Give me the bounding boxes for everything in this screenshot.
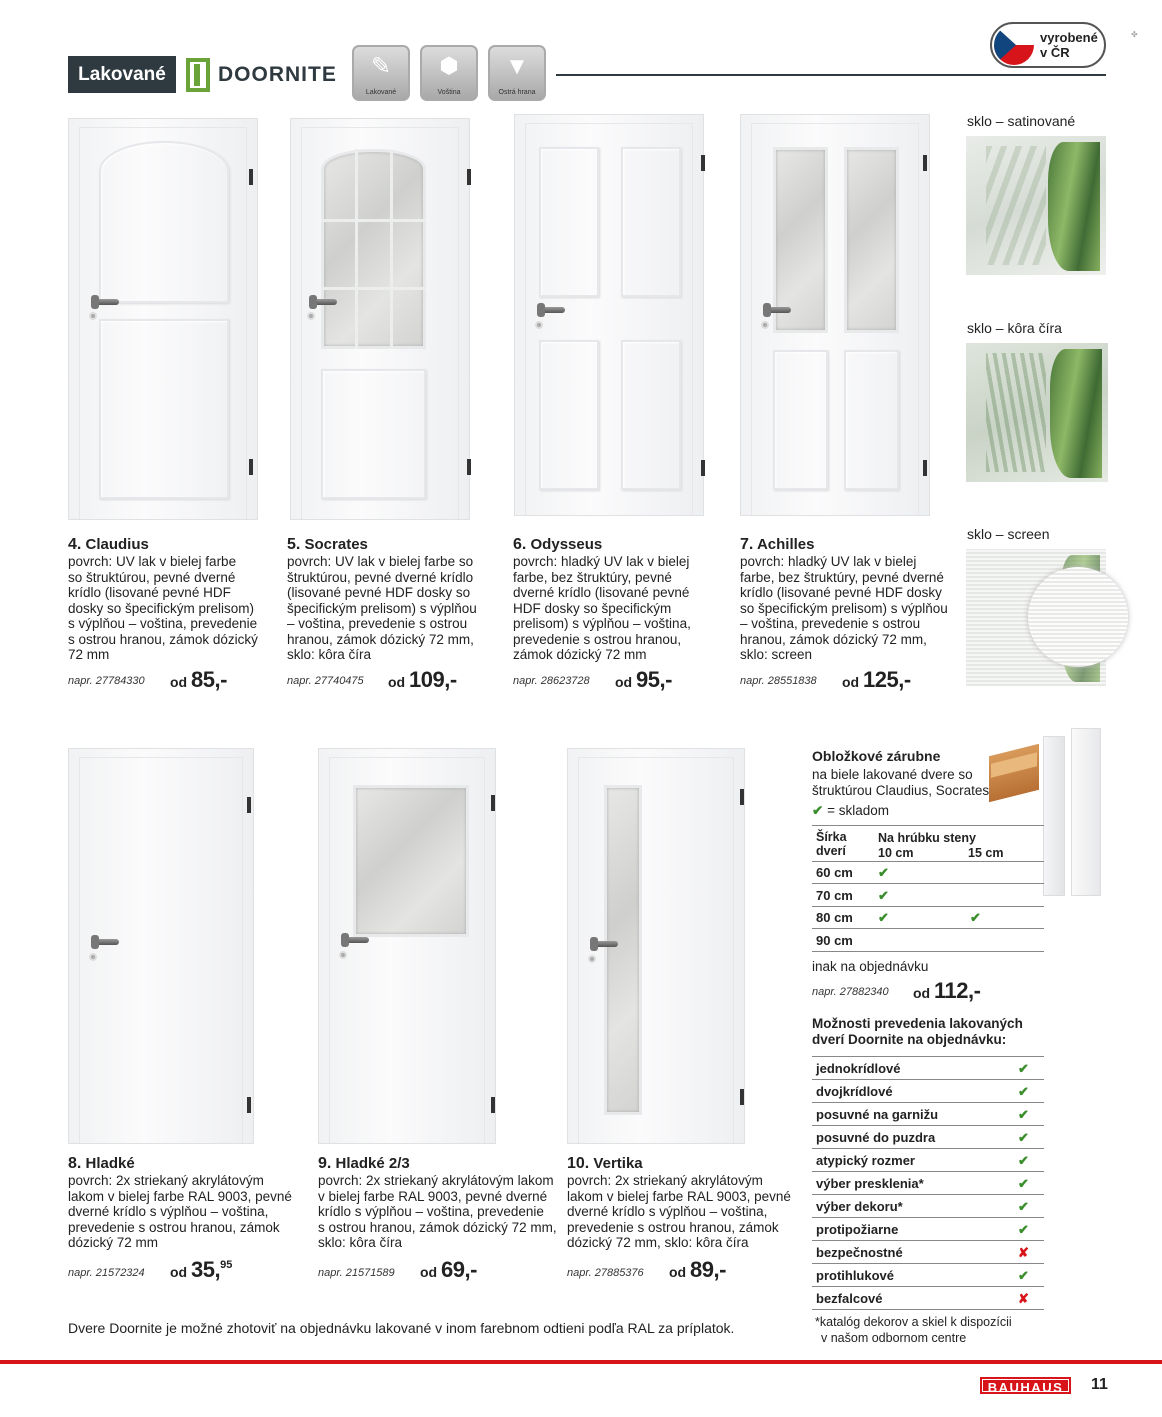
frame-row: 60 cm ✔ [812, 862, 1044, 884]
door-handle-icon [537, 307, 565, 313]
door-handle-icon [91, 299, 119, 305]
frames-other-note: inak na objednávku [812, 959, 929, 974]
door-handle-icon [763, 307, 791, 313]
glass-label-kora-cira: sklo – kôra číra [967, 320, 1062, 336]
option-label: protihlukové [816, 1268, 895, 1283]
door-handle-icon [309, 299, 337, 305]
product-code: napr. 28623728 [513, 674, 590, 687]
feature-lakovane: ✎ Lakované [352, 45, 410, 101]
door-image-odysseus [514, 114, 704, 516]
doornite-logo-icon [186, 58, 210, 92]
czech-flag-icon [994, 25, 1034, 65]
option-row [812, 1126, 1044, 1149]
col-header-15cm: 15 cm [968, 846, 1004, 860]
product-price: od 95,- [615, 666, 672, 692]
check-icon: ✔ [1018, 1084, 1029, 1099]
page-number: 11 [1091, 1376, 1108, 1393]
product-code: napr. 28551838 [740, 674, 817, 687]
option-label: atypický rozmer [816, 1153, 915, 1168]
product-socrates: 5. Socrates povrch: UV lak v bielej farbe so štruktúrou, pevné dverné krídlo (lisované pevné HDF dosky so špecifickým prelisom) s výplňou – voština, prevedenie s ostrou hranou, zámok dózický 72 mm, sklo: kôra číra napr. 27740475 od 109,- [287, 536, 497, 693]
check-icon: ✔ [878, 865, 889, 880]
product-code: napr. 21572324 [68, 1266, 145, 1279]
check-icon: ✔ [878, 910, 889, 925]
brush-icon: ✎ [370, 53, 392, 80]
product-name: Hladké 2/3 [335, 1155, 410, 1172]
product-odysseus: 6. Odysseus povrch: hladký UV lak v bielej farbe, bez štruktúry, pevné dverné krídlo (lisované pevné HDF dosky so špecifickým prelisom) s výplňou – voština, prevedenie s ostrou hranou, zámok dózický 72 mm napr. 28623728 od 95,- [513, 536, 723, 693]
door-image-hladke-2-3 [318, 748, 496, 1144]
option-row [812, 1057, 1044, 1080]
door-image-claudius [68, 118, 258, 520]
frames-description: na biele lakované dvere so štruktúrou Claudius, Socrates [812, 767, 990, 798]
product-description: povrch: 2x striekaný akrylátovým lakom v bielej farbe RAL 9003, pevné dverné krídlo s výplňou – voština, prevedenie s ostrou hranou, zámok dózický 72 mm, sklo: kôra číra [318, 1173, 557, 1250]
option-row [812, 1195, 1044, 1218]
frames-legend: ✔ = skladom [812, 803, 889, 818]
frames-code: napr. 27882340 [812, 986, 889, 998]
options-footnote: *katalóg dekorov a skiel k dispozícii v našom odbornom centre [815, 1315, 1012, 1345]
frames-title: Obložkové zárubne [812, 748, 941, 764]
check-icon: ✔ [1018, 1176, 1029, 1191]
product-description: povrch: hladký UV lak v bielej farbe, bez štruktúry, pevné dverné krídlo (lisované pevné HDF dosky so špecifickým prelisom) s výplňou – voština, prevedenie s ostrou hranou, zámok dózický 72 mm [513, 554, 691, 662]
product-price: od 85,- [170, 666, 227, 692]
product-price: od 69,- [420, 1256, 477, 1282]
product-name: Claudius [85, 536, 149, 553]
door-image-achilles [740, 114, 930, 516]
option-row [812, 1172, 1044, 1195]
door-image-vertika [567, 748, 745, 1144]
product-code: napr. 27885376 [567, 1266, 644, 1279]
product-hladke: 8. Hladké povrch: 2x striekaný akrylátovým lakom v bielej farbe RAL 9003, pevné dverné krídlo s výplňou – voština, prevedenie s ostrou hranou, zámok dózický 72 mm napr. 21572324 od 35,95 [68, 1155, 308, 1285]
option-label: výber presklenia* [816, 1176, 924, 1191]
brand-logo [186, 58, 337, 92]
frame-row: 80 cm ✔ ✔ [812, 907, 1044, 929]
option-row [812, 1287, 1044, 1310]
product-name: Hladké [85, 1155, 135, 1172]
option-row [812, 1103, 1044, 1126]
glass-sample-satinovane [966, 136, 1106, 275]
glass-sample-kora-cira [966, 343, 1108, 482]
glass-label-satinovane: sklo – satinované [967, 113, 1076, 129]
check-icon: ✔ [1018, 1222, 1029, 1237]
brand-name: DOORNITE [218, 63, 337, 86]
product-description: povrch: hladký UV lak v bielej farbe, bez štruktúry, pevné dverné krídlo (lisované pevné HDF dosky so špecifickým prelisom) s výplňou – voština, prevedenie s ostrou hranou, zámok dózický 72 mm, sklo: screen [740, 554, 948, 662]
corner-mark: ✤ [1131, 30, 1138, 39]
check-icon: ✔ [878, 888, 889, 903]
check-icon: ✔ [1018, 1268, 1029, 1283]
option-row [812, 1264, 1044, 1287]
product-price: od 35,95 [170, 1256, 233, 1282]
option-label: bezpečnostné [816, 1245, 903, 1260]
product-description: povrch: 2x striekaný akrylátovým lakom v bielej farbe RAL 9003, pevné dverné krídlo s výplňou – voština, prevedenie s ostrou hranou, zámok dózický 72 mm, sklo: kôra číra [567, 1173, 791, 1250]
door-handle-icon [590, 941, 618, 947]
option-label: jednokrídlové [816, 1061, 901, 1076]
col-header-10cm: 10 cm [878, 846, 914, 860]
frame-row: 90 cm [812, 930, 1044, 952]
cross-icon: ✘ [1018, 1291, 1029, 1306]
product-code: napr. 27784330 [68, 674, 145, 687]
product-name: Socrates [304, 536, 368, 553]
option-label: výber dekoru* [816, 1199, 903, 1214]
sharp-edge-icon: ▼ [505, 53, 529, 80]
product-achilles: 7. Achilles povrch: hladký UV lak v bielej farbe, bez štruktúry, pevné dverné krídlo (lisované pevné HDF dosky so špecifickým prelisom) s výplňou – voština, prevedenie s ostrou hranou, zámok dózický 72 mm, sklo: screen napr. 28551838 od 125,- [740, 536, 955, 693]
cross-icon: ✘ [1018, 1245, 1029, 1260]
product-name: Odysseus [530, 536, 603, 553]
door-image-hladke [68, 748, 254, 1144]
product-code: napr. 21571589 [318, 1266, 395, 1279]
product-hladke-2-3: 9. Hladké 2/3 povrch: 2x striekaný akrylátovým lakom v bielej farbe RAL 9003, pevné dverné krídlo s výplňou – voština, prevedenie s ostrou hranou, zámok dózický 72 mm, sklo: kôra číra napr. 21571589 od 69,- [318, 1155, 563, 1285]
frame-row: 70 cm ✔ [812, 885, 1044, 907]
product-description: povrch: UV lak v bielej farbe so štruktúrou, pevné dverné krídlo (lisované pevné HDF dosky so špecifickým prelisom) s výplňou – voština, prevedenie s ostrou hranou, zámok dózický 72 mm, sklo: kôra číra [287, 554, 477, 662]
bauhaus-logo: BAUHAUS [980, 1377, 1071, 1394]
feature-vostina: ⬢ Voština [420, 45, 478, 101]
glass-label-screen: sklo – screen [967, 526, 1050, 542]
col-header-width: Šírka dverí [816, 830, 847, 858]
feature-ostra-hrana: ▼ Ostrá hrana [488, 45, 546, 101]
check-icon: ✔ [1018, 1199, 1029, 1214]
option-label: dvojkrídlové [816, 1084, 893, 1099]
option-row [812, 1080, 1044, 1103]
header-divider [556, 74, 1106, 76]
option-label: bezfalcové [816, 1291, 883, 1306]
product-price: od 89,- [669, 1256, 726, 1282]
option-row [812, 1241, 1044, 1264]
door-image-socrates [290, 118, 470, 520]
product-code: napr. 27740475 [287, 674, 364, 687]
option-label: posuvné do puzdra [816, 1130, 936, 1145]
check-icon: ✔ [970, 910, 981, 925]
category-badge: Lakované [68, 56, 176, 93]
check-icon: ✔ [1018, 1153, 1029, 1168]
footer-red-line [0, 1360, 1162, 1364]
product-vertika: 10. Vertika povrch: 2x striekaný akrylátovým lakom v bielej farbe RAL 9003, pevné dverné krídlo s výplňou – voština, prevedenie s ostrou hranou, zámok dózický 72 mm, sklo: kôra číra napr. 27885376 od 89,- [567, 1155, 807, 1285]
footer-note: Dvere Doornite je možné zhotoviť na objednávku lakované v inom farebnom odtieni podľa RAL za príplatok. [68, 1320, 735, 1336]
frames-price: od 112,- [913, 978, 981, 1003]
col-header-wall: Na hrúbku steny [878, 831, 976, 845]
product-price: od 109,- [388, 666, 457, 692]
door-handle-icon [341, 937, 369, 943]
product-name: Achilles [756, 536, 815, 553]
product-claudius: 4. Claudius povrch: UV lak v bielej farbe so štruktúrou, pevné dverné krídlo (lisované pevné HDF dosky so špecifickým prelisom) s výplňou – voština, prevedenie s ostrou hranou, zámok dózický 72 mm napr. 27784330 od 85,- [68, 536, 273, 693]
option-row [812, 1149, 1044, 1172]
options-title: Možnosti prevedenia lakovaných dverí Doornite na objednávku: [812, 1016, 1023, 1047]
option-row [812, 1218, 1044, 1241]
product-description: povrch: UV lak v bielej farbe so štruktúrou, pevné dverné krídlo (lisované pevné HDF dosky so špecifickým prelisom) s výplňou – voština, prevedenie s ostrou hranou, zámok dózický 72 mm [68, 554, 258, 662]
check-icon: ✔ [1018, 1107, 1029, 1122]
check-icon: ✔ [1018, 1061, 1029, 1076]
option-label: posuvné na garnižu [816, 1107, 939, 1122]
honeycomb-icon: ⬢ [439, 53, 459, 78]
glass-sample-screen [966, 549, 1106, 686]
option-label: protipožiarne [816, 1222, 899, 1237]
check-icon: ✔ [812, 803, 824, 818]
product-name: Vertika [593, 1155, 643, 1172]
product-price: od 125,- [842, 666, 911, 692]
check-icon: ✔ [1018, 1130, 1029, 1145]
made-in-cr-badge: vyrobené v ČR [990, 22, 1106, 68]
door-handle-icon [91, 939, 119, 945]
product-description: povrch: 2x striekaný akrylátovým lakom v bielej farbe RAL 9003, pevné dverné krídlo s výplňou – voština, prevedenie s ostrou hranou, zámok dózický 72 mm [68, 1173, 292, 1250]
